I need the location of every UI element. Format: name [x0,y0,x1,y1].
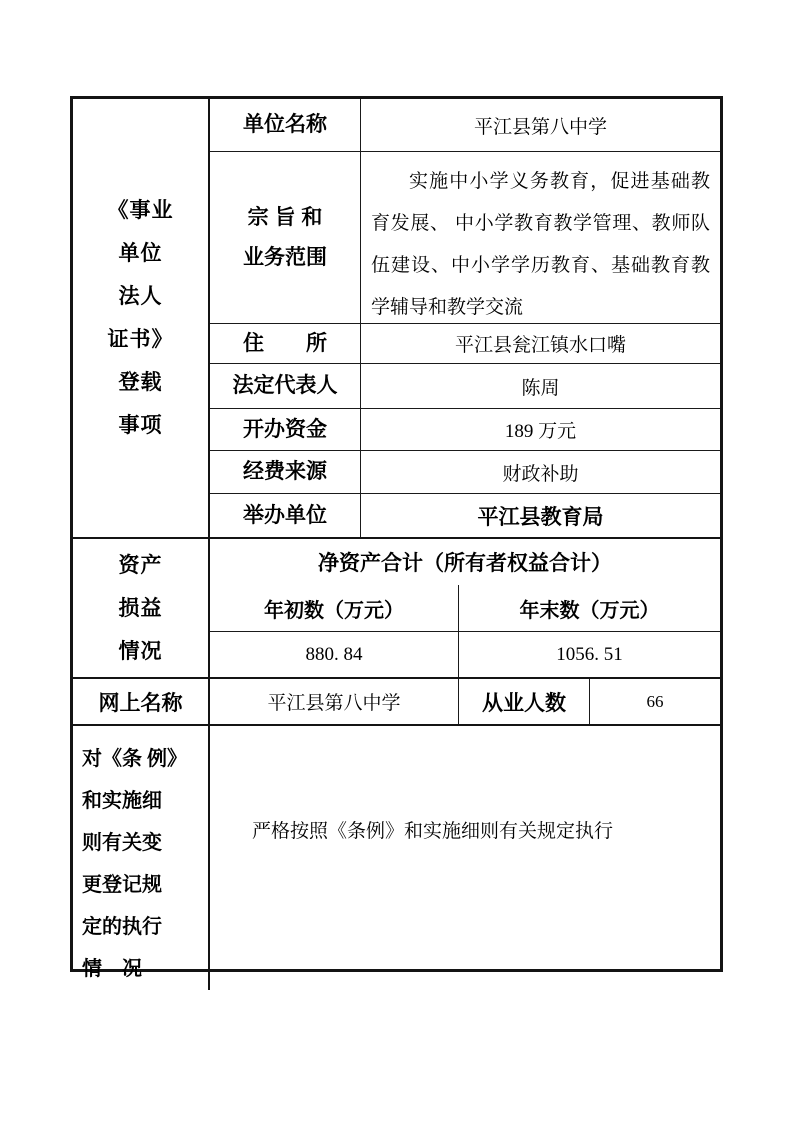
side-label-line: 则有关变 [82,832,162,854]
assets-subheaders-row [210,585,720,631]
certificate-items-side-label [73,99,210,537]
assets-section [73,537,720,677]
side-label-line: 对《条 例》 [82,748,187,770]
funding-source-value: 财政补助 [502,463,579,485]
table-row-funding-source [210,450,720,493]
table-row-legal-representative [210,363,720,408]
year-end-header: 年末数（万元） [519,599,660,622]
unit-name-value: 平江县第八中学 [473,116,607,138]
online-name-value: 平江县第八中学 [210,679,459,724]
opening-capital-value: 189 万元 [504,421,577,442]
assets-values-row [210,631,720,677]
funding-source-label: 经费来源 [210,451,361,493]
assets-side-label [73,539,210,677]
side-label-line: 更登记规 [82,874,162,896]
unit-name-label: 单位名称 [210,99,361,151]
compliance-section [73,724,720,990]
online-name-section [73,677,720,724]
side-label-line: 和实施细 [82,790,162,812]
year-end-value: 1056. 51 [556,643,623,665]
sponsor-unit-value: 平江县教育局 [477,504,604,529]
side-label-line: 损益 [118,596,163,620]
year-start-value: 880. 84 [210,632,459,677]
purpose-scope-label-line: 业务范围 [243,245,327,269]
side-label-line: 登载 [118,370,163,394]
address-label: 住 所 [210,324,361,363]
side-label-line: 资产 [118,553,163,577]
side-label-line: 法人 [118,284,163,308]
table-row-address [210,323,720,363]
side-label-line: 定的执行 [82,916,162,938]
legal-representative-value: 陈周 [521,377,560,399]
year-start-header: 年初数（万元） [210,585,459,631]
side-label-line: 《事业 [107,198,174,222]
compliance-value: 严格按照《条例》和实施细则有关规定执行 [252,821,614,842]
table-row-opening-capital [210,408,720,450]
side-label-line: 事项 [118,413,163,437]
certificate-items-section [73,99,720,537]
staff-count-value: 66 [646,691,664,711]
staff-count-label: 从业人数 [459,679,590,724]
net-assets-total-header: 净资产合计（所有者权益合计） [318,552,612,575]
purpose-scope-label-line: 宗 旨 和 [247,205,323,229]
purpose-scope-value: 实施中小学义务教育，促进基础教育发展、 中小学教育教学管理、教师队伍建设、中小学学历教育、基础教育教学辅导和教学交流 [371,171,710,318]
sponsor-unit-label: 举办单位 [210,494,361,537]
compliance-side-label [73,726,210,990]
registration-info-table [70,96,723,980]
online-name-label: 网上名称 [73,679,210,724]
assets-rows [210,539,720,677]
side-label-line: 证书》 [107,327,174,351]
side-label-line: 单位 [118,241,163,265]
table-row-purpose-scope [210,151,720,323]
legal-representative-label: 法定代表人 [210,364,361,408]
side-label-line: 情况 [118,639,163,663]
opening-capital-label: 开办资金 [210,409,361,450]
certificate-item-rows [210,99,720,537]
table-row-unit-name [210,99,720,151]
address-value: 平江县瓮江镇水口嘴 [454,335,626,356]
side-label-line: 情 况 [82,958,142,980]
table-row-sponsor-unit [210,493,720,537]
purpose-scope-label [210,152,361,323]
